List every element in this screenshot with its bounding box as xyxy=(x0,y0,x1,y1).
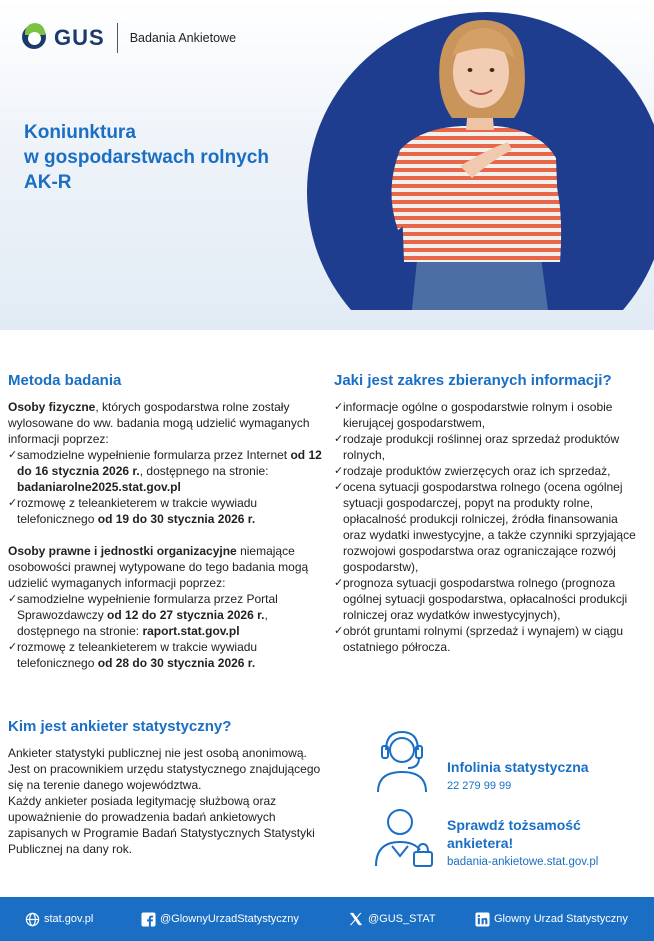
scope-item-text: prognoza sytuacji gospodarstwa rolnego (prognoza ogólnej sytuacji gospodarstwa, opłacalności produkcji rolniczej oraz wydatków inwestycyjnych), xyxy=(343,576,628,622)
scope-item-text: rodzaje produkcji roślinnej oraz sprzedaż produktów rolnych, xyxy=(343,432,620,462)
footer-facebook[interactable] xyxy=(140,911,299,927)
survey-link[interactable]: badaniarolne2025.stat.gov.pl xyxy=(17,480,181,494)
checkmark-icon: ✓ xyxy=(334,465,344,477)
scope-heading: Jaki jest zakres zbieranych informacji? xyxy=(334,372,612,389)
item-text: rozmowę z teleankieterem w trakcie wywiadu telefonicznego xyxy=(17,496,258,526)
helpline-title: Infolinia statystyczna xyxy=(447,759,589,775)
scope-item xyxy=(334,623,640,655)
item-date: od 19 do 30 stycznia 2026 r. xyxy=(97,512,256,526)
title-line-3: AK-R xyxy=(24,172,72,193)
scope-item-text: obrót gruntami rolnymi (sprzedaż i wynajem) w ciągu ostatniego półrocza. xyxy=(343,624,624,654)
checkmark-icon: ✓ xyxy=(8,449,18,461)
logo-text: GUS xyxy=(54,25,105,50)
footer xyxy=(0,897,654,941)
individuals-text: , których gospodarstwa rolne zostały wylosowane do ww. badania mogą udzielić wymaganych informacji poprzez: xyxy=(8,400,310,446)
item-text-cont: , dostępnego na stronie: xyxy=(17,608,268,638)
facebook-icon xyxy=(140,911,156,927)
checkmark-icon: ✓ xyxy=(334,481,344,493)
legal-entities-label: Osoby prawne i jednostki organizacyjne xyxy=(8,544,237,558)
verify-identity-block xyxy=(447,816,647,868)
item-text: samodzielne wypełnienie formularza przez Internet xyxy=(17,448,291,462)
interviewer-paragraph-1: Ankieter statystyki publicznej nie jest osobą anonimową. Jest on pracownikiem urzędu statystycznego znajdującego się na terenie danego województwa. xyxy=(8,746,321,792)
method-list-item-phone xyxy=(8,495,326,527)
checkmark-icon: ✓ xyxy=(334,433,344,445)
helpline-block xyxy=(447,758,647,792)
item-text: rozmowę z teleankieterem w trakcie wywiadu telefonicznego xyxy=(17,640,258,670)
scope-item-text: rodzaje produktów zwierzęcych oraz ich sprzedaż, xyxy=(343,464,611,478)
scope-item xyxy=(334,431,640,463)
method-heading: Metoda badania xyxy=(8,372,122,389)
globe-icon xyxy=(24,911,40,927)
interviewer-section xyxy=(8,718,324,857)
checkmark-icon: ✓ xyxy=(8,497,18,509)
item-date: od 28 do 30 stycznia 2026 r. xyxy=(97,656,256,670)
individuals-label: Osoby fizyczne xyxy=(8,400,96,414)
footer-linkedin[interactable] xyxy=(474,911,628,927)
title-line-1: Koniunktura xyxy=(24,122,136,143)
footer-x-text: @GUS_STAT xyxy=(368,913,436,925)
method-section xyxy=(8,372,326,671)
scope-item xyxy=(334,479,640,575)
legal-entities-text: niemające osobowości prawnej wytypowane do tego badania mogą udzielić wymaganych informacji poprzez: xyxy=(8,544,309,590)
checkmark-icon: ✓ xyxy=(334,625,344,637)
checkmark-icon: ✓ xyxy=(8,641,18,653)
individuals-paragraph xyxy=(8,399,326,447)
footer-facebook-text: @GlownyUrzadStatystyczny xyxy=(160,913,299,925)
scope-item xyxy=(334,399,640,431)
scope-item-text: ocena sytuacji gospodarstwa rolnego (ocena ogólnej sytuacji gospodarczej, popyt na produkty rolne, opłacalność produkcji rolniczej, źródła finansowania oraz wydatki inwestycyjne, a także czynniki sprzyjające rozwojowi gospodarstwa oraz ograniczające rozwój gospodarstw), xyxy=(343,480,636,574)
footer-website-text: stat.gov.pl xyxy=(44,913,94,925)
portal-link[interactable]: raport.stat.gov.pl xyxy=(142,624,240,638)
item-text: samodzielne wypełnienie formularza przez Portal Sprawozdawczy xyxy=(17,592,278,622)
title-line-2: w gospodarstwach rolnych xyxy=(24,147,269,168)
verify-title-line-1: Sprawdź tożsamość xyxy=(447,817,581,833)
linkedin-icon xyxy=(474,911,490,927)
item-date: od 12 do 27 stycznia 2026 r. xyxy=(107,608,265,622)
id-verification-icon xyxy=(370,804,440,870)
headset-agent-icon xyxy=(370,726,434,794)
item-text-cont: , dostępnego na stronie: xyxy=(139,464,269,478)
legal-entities-paragraph xyxy=(8,543,326,591)
scope-item xyxy=(334,463,640,479)
interviewer-heading: Kim jest ankieter statystyczny? xyxy=(8,718,232,735)
footer-website[interactable] xyxy=(24,911,93,927)
verify-title-line-2: ankietera! xyxy=(447,835,514,851)
checkmark-icon: ✓ xyxy=(334,401,344,413)
scope-section xyxy=(334,372,640,655)
hero-photo xyxy=(0,0,654,310)
header-subtitle: Badania Ankietowe xyxy=(129,31,237,45)
scope-item-text: informacje ogólne o gospodarstwie rolnym i osobie kierującej gospodarstwem, xyxy=(343,400,613,430)
scope-list xyxy=(334,399,640,655)
checkmark-icon: ✓ xyxy=(334,577,344,589)
checkmark-icon: ✓ xyxy=(8,593,18,605)
verify-link[interactable]: badania-ankietowe.stat.gov.pl xyxy=(447,856,599,868)
method-list-item-phone-2 xyxy=(8,639,326,671)
scope-item xyxy=(334,575,640,623)
item-date: od 12 do 16 stycznia 2026 r. xyxy=(17,448,322,478)
person-illustration xyxy=(0,0,654,310)
method-list-item-online xyxy=(8,447,326,495)
footer-linkedin-text: Glowny Urzad Statystyczny xyxy=(494,913,628,925)
interviewer-paragraph-2: Każdy ankieter posiada legitymację służbową oraz upoważnienie do prowadzenia badań ankietowych zapisanych w Programie Badań Statystycznych Statystyki Publicznej na dany rok. xyxy=(8,794,315,856)
footer-x[interactable] xyxy=(348,911,436,927)
helpline-phone[interactable]: 22 279 99 99 xyxy=(447,780,512,792)
x-logo-icon xyxy=(348,911,364,927)
method-list-item-portal xyxy=(8,591,326,639)
